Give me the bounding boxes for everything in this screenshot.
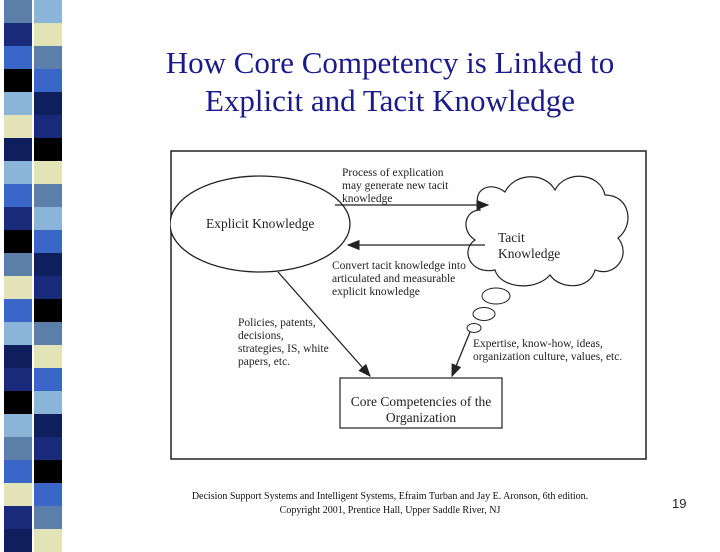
stripe-block: [34, 69, 62, 92]
stripe-block: [34, 0, 62, 23]
stripe-block: [4, 437, 32, 460]
slide-footer: [160, 490, 620, 518]
stripe-block: [4, 69, 32, 92]
stripe-block: [4, 253, 32, 276]
stripe-block: [34, 230, 62, 253]
slide-title: [100, 44, 680, 120]
stripe-block: [34, 46, 62, 69]
stripe-block: [34, 23, 62, 46]
expertise-label: Expertise, know-how, ideas, organization culture, values, etc.: [473, 338, 623, 363]
title-line-2: Explicit and Tacit Knowledge: [204, 83, 576, 118]
stripe-block: [34, 299, 62, 322]
title-line-1: How Core Competency is Linked to: [165, 45, 615, 80]
stripe-block: [4, 299, 32, 322]
stripe-block: [34, 345, 62, 368]
thought-bubble-1: [482, 288, 510, 304]
stripe-block: [4, 23, 32, 46]
stripe-block: [4, 322, 32, 345]
stripe-block: [4, 276, 32, 299]
stripe-block: [4, 368, 32, 391]
explicit-knowledge-label: Explicit Knowledge: [206, 216, 315, 231]
thought-bubble-3: [467, 324, 481, 333]
stripe-block: [4, 46, 32, 69]
stripe-block: [34, 161, 62, 184]
stripe-block: [4, 161, 32, 184]
stripe-block: [4, 0, 32, 23]
footer-line-1: Decision Support Systems and Intelligent Systems, Efraim Turban and Jay E. Aronson, 6th edition.: [191, 491, 589, 502]
footer-line-2: Copyright 2001, Prentice Hall, Upper Saddle River, NJ: [279, 505, 501, 516]
stripe-block: [34, 414, 62, 437]
stripe-block: [4, 92, 32, 115]
stripe-block: [4, 506, 32, 529]
expertise-arrow: [452, 332, 470, 376]
stripe-block: [34, 391, 62, 414]
stripe-block: [34, 207, 62, 230]
stripe-block: [4, 115, 32, 138]
stripe-block: [34, 115, 62, 138]
decorative-stripe: [0, 0, 64, 540]
stripe-block: [34, 322, 62, 345]
stripe-block: [4, 391, 32, 414]
stripe-block: [34, 483, 62, 506]
stripe-block: [34, 368, 62, 391]
knowledge-diagram: [170, 150, 647, 460]
stripe-block: [4, 207, 32, 230]
stripe-block: [34, 460, 62, 483]
stripe-block: [4, 345, 32, 368]
tacit-knowledge-label: Tacit Knowledge: [498, 230, 561, 261]
stripe-block: [4, 184, 32, 207]
stripe-block: [4, 414, 32, 437]
policies-label: Policies, patents, decisions, strategies, IS, white papers, etc.: [238, 317, 329, 368]
convert-label: Convert tacit knowledge into articulated and measurable explicit knowledge: [332, 260, 466, 298]
stripe-block: [34, 529, 62, 552]
stripe-block: [4, 483, 32, 506]
stripe-block: [34, 437, 62, 460]
stripe-block: [4, 460, 32, 483]
thought-bubble-2: [473, 308, 495, 321]
stripe-block: [34, 138, 62, 161]
stripe-block: [34, 506, 62, 529]
stripe-block: [34, 276, 62, 299]
explication-label: Process of explication may generate new tacit knowledge: [342, 167, 449, 205]
page-number: 19: [672, 496, 687, 511]
stripe-block: [4, 138, 32, 161]
stripe-block: [4, 529, 32, 552]
stripe-block: [4, 230, 32, 253]
stripe-block: [34, 92, 62, 115]
core-competencies-label: Core Competencies of the Organization: [350, 394, 492, 425]
stripe-block: [34, 184, 62, 207]
stripe-block: [34, 253, 62, 276]
